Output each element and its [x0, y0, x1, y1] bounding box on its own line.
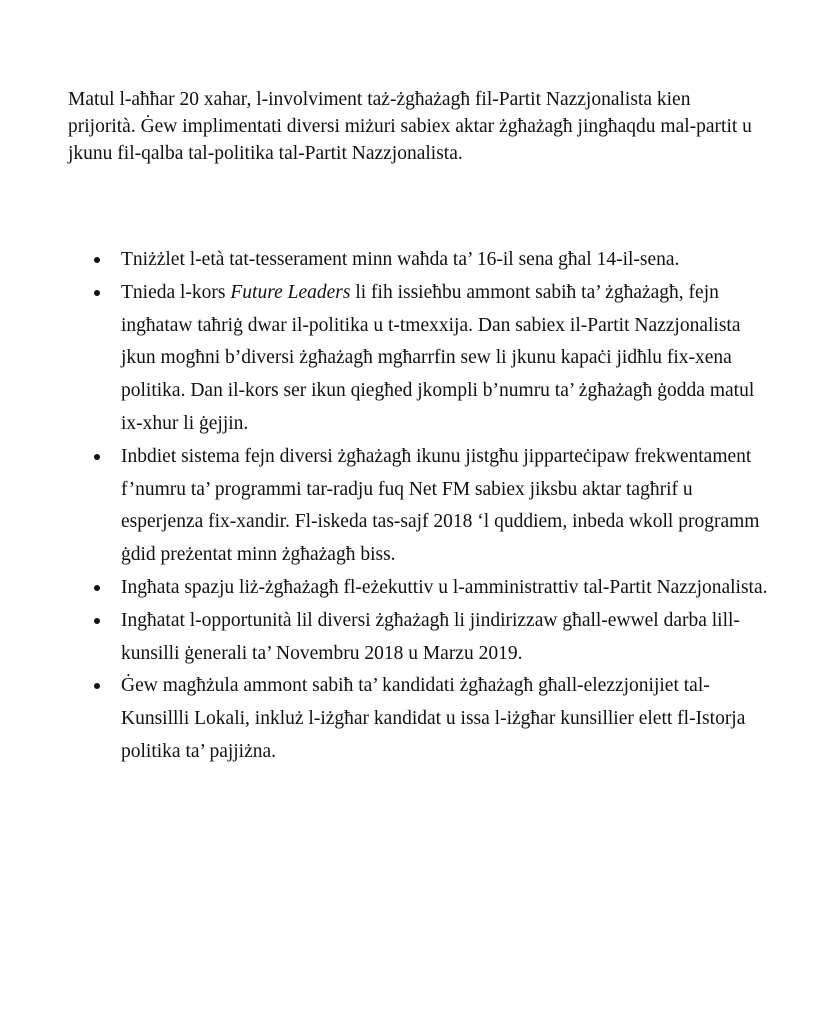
bullet-item-1 — [68, 244, 768, 277]
bullet-list — [68, 244, 768, 769]
bullet-item-4 — [68, 572, 768, 605]
bullet-dot-icon — [94, 618, 100, 624]
bullet-text-3: Inbdiet sistema fejn diversi żgħażagħ ikunu jistgħu jipparteċipaw frekwentament f’numru ta’ programmi tar-radju fuq Net FM sabiex jiksbu aktar tagħrif u esperjenza fix-xandir. Fl-iskeda tas-sajf 2018 ‘l quddiem, inbeda wkoll programm ġdid preżentat minn żgħażagħ biss. — [121, 445, 760, 566]
bullet-dot-icon — [94, 454, 100, 460]
bullet-text-1: Tniżżlet l-età tat-tesserament minn waħda ta’ 16-il sena għal 14-il-sena. — [121, 249, 680, 270]
bullet-item-3 — [68, 441, 768, 572]
bullet-text-6: Ġew magħżula ammont sabiħ ta’ kandidati żgħażagħ għall-elezzjonijiet tal-Kunsillli Lokali, inkluż l-iżgħar kandidat u issa l-iżgħar kunsillier elett fl-Istorja politika ta’ pajjiżna. — [121, 675, 746, 762]
bullet-text-5: Ingħatat l-opportunità lil diversi żgħażagħ li jindirizzaw għall-ewwel darba lill-kunsilli ġenerali ta’ Novembru 2018 u Marzu 2019. — [121, 609, 740, 664]
bullet-dot-icon — [94, 683, 100, 689]
bullet-item-2 — [68, 277, 768, 441]
bullet-dot-icon — [94, 290, 100, 296]
intro-paragraph: Matul l-aħħar 20 xahar, l-involviment taż-żgħażagħ fil-Partit Nazzjonalista kien prijorità. Ġew implimentati diversi miżuri sabiex aktar żgħażagħ jingħaqdu mal-partit u jkunu fil-qalba tal-politika tal-Partit Nazzjonalista. — [68, 89, 752, 164]
bullet-text-4: Ingħata spazju liż-żgħażagħ fl-eżekuttiv u l-amministrattiv tal-Partit Nazzjonalista. — [121, 576, 768, 598]
bullet-text-2 — [121, 277, 768, 441]
bullet-item-5 — [68, 605, 768, 671]
future-leaders-course-name: Future Leaders — [230, 281, 351, 303]
bullet-text-2-after: li fih issieħbu ammont sabiħ ta’ żgħażagħ, fejn ingħataw taħriġ dwar il-politika u t-tmexxija. Dan sabiex il-Partit Nazzjonalista jkun mogħni b’diversi żgħażagħ mgħarrfin sew li jkunu kapaċi jidħlu fix-xena politika. Dan il-kors ser ikun qiegħed jkompli b’numru ta’ żgħażagħ ġodda matul ix-xhur li ġejjin. — [121, 281, 755, 434]
bullet-item-6 — [68, 670, 768, 768]
bullet-text-2-before: Tnieda l-kors — [121, 281, 231, 303]
bullet-dot-icon — [94, 257, 100, 263]
bullet-dot-icon — [94, 585, 100, 591]
